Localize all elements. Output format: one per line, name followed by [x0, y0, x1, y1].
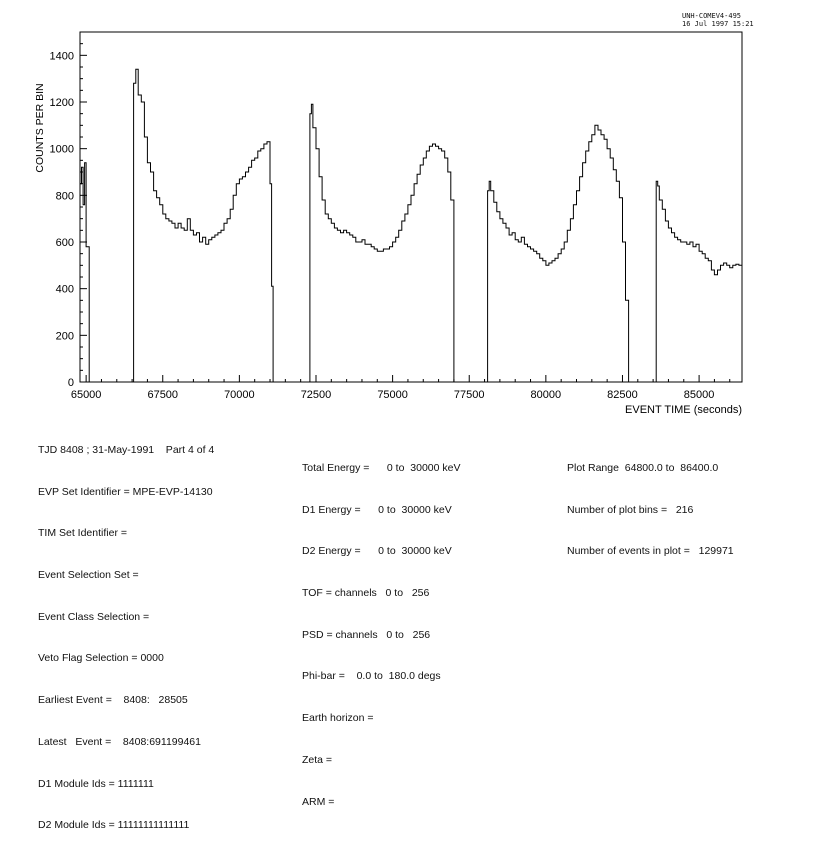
x-axis — [71, 375, 730, 401]
info-line: Event Selection Set = — [38, 569, 139, 582]
info-line: D2 Module Ids = 11111111111111 — [38, 819, 190, 832]
x-tick-label: 77500 — [453, 389, 485, 401]
info-line: TJD 8408 ; 31-May-1991 Part 4 of 4 — [38, 444, 215, 456]
y-tick-label: 1200 — [49, 97, 74, 109]
y-axis — [50, 32, 87, 389]
x-tick-label: 67500 — [147, 389, 179, 401]
y-tick-label: 0 — [67, 377, 74, 389]
info-line: Earth horizon = — [302, 712, 374, 725]
info-line: Number of events in plot = 129971 — [567, 545, 734, 558]
x-tick-label: 72500 — [300, 389, 332, 401]
info-line: Earliest Event = 8408: 28505 — [38, 694, 188, 707]
info-line: Phi-bar = 0.0 to 180.0 degs — [302, 670, 441, 683]
info-line: ARM = — [302, 795, 335, 808]
info-column-3 — [567, 436, 734, 573]
y-tick-label: 800 — [55, 190, 74, 203]
info-line: Plot Range 64800.0 to 86400.0 — [567, 462, 719, 474]
x-tick-label: 65000 — [70, 389, 102, 401]
y-axis-label: COUNTS PER BIN — [34, 83, 46, 173]
info-line: TOF = channels 0 to 256 — [302, 587, 430, 600]
info-line: D2 Energy = 0 to 30000 keV — [302, 545, 452, 558]
info-column-1 — [38, 418, 214, 847]
info-line: D1 Energy = 0 to 30000 keV — [302, 503, 452, 516]
stamp-date: 16 Jul 1997 15:21 — [682, 20, 754, 28]
x-tick-label: 82500 — [607, 389, 638, 401]
info-line: Latest Event = 8408:691199461 — [38, 735, 201, 748]
info-line: Total Energy = 0 to 30000 keV — [302, 462, 461, 474]
x-axis-label: EVENT TIME (seconds) — [625, 404, 742, 416]
y-tick-label: 1400 — [49, 50, 74, 63]
x-tick-label: 75000 — [377, 389, 408, 401]
info-line: Event Class Selection = — [38, 610, 150, 623]
info-line: Zeta = — [302, 753, 333, 766]
y-tick-label: 200 — [55, 330, 74, 343]
y-tick-label: 600 — [55, 237, 74, 249]
info-column-2 — [302, 436, 460, 823]
x-tick-label: 85000 — [683, 389, 715, 401]
plot-frame — [80, 32, 742, 382]
info-line: TIM Set Identifier = — [38, 527, 127, 540]
info-line: PSD = channels 0 to 256 — [302, 628, 431, 641]
y-tick-label: 400 — [55, 283, 74, 296]
histogram-series-line — [80, 69, 742, 382]
y-tick-label: 1000 — [49, 143, 74, 156]
x-tick-label: 80000 — [530, 389, 562, 401]
info-line: D1 Module Ids = 1111111 — [38, 777, 154, 790]
info-line: Veto Flag Selection = 0000 — [38, 652, 164, 665]
x-tick-label: 70000 — [224, 389, 255, 401]
info-line: EVP Set Identifier = MPE-EVP-14130 — [38, 485, 213, 498]
info-line: Number of plot bins = 216 — [567, 503, 694, 516]
stamp-id: UNH-COMEV4-495 — [682, 12, 742, 20]
